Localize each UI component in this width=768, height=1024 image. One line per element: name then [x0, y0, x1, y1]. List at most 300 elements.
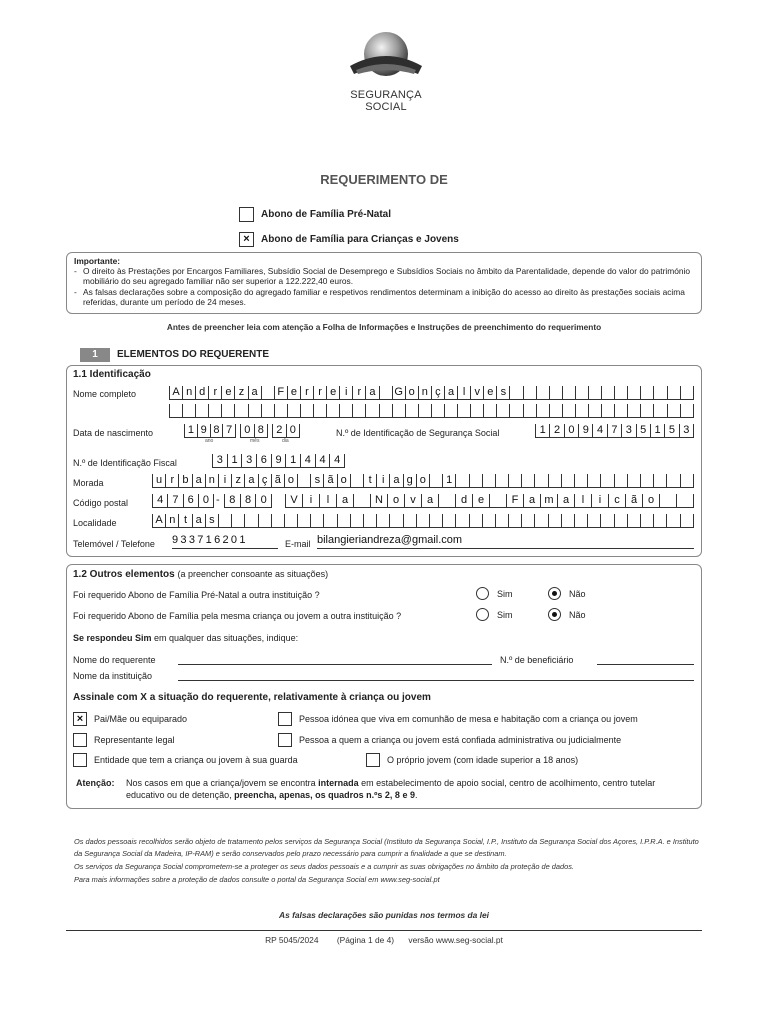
char-cell: a — [193, 514, 206, 527]
char-cell — [615, 474, 628, 487]
char-cell — [380, 404, 393, 417]
char-cell — [393, 404, 406, 417]
if-yes-instruction: Se respondeu Sim em qualquer das situações, indique: — [73, 633, 299, 643]
char-cell: a — [193, 474, 206, 487]
char-cell — [470, 474, 483, 487]
niss-label: N.º de Identificação de Segurança Social — [336, 428, 500, 438]
char-cell — [654, 404, 667, 417]
char-cell — [443, 514, 456, 527]
char-cell — [183, 404, 196, 417]
char-cell — [549, 514, 562, 527]
radio-label: Sim — [497, 609, 513, 620]
day-hint: dia — [282, 438, 289, 444]
char-cell — [510, 404, 523, 417]
char-cell: n — [419, 386, 432, 399]
char-cell — [575, 514, 588, 527]
char-cell: a — [390, 474, 403, 487]
char-cell: A — [152, 514, 166, 527]
char-cell — [641, 386, 654, 399]
footer-divider — [66, 930, 702, 931]
char-cell: c — [609, 494, 626, 507]
attention-label: Atenção: — [76, 778, 115, 788]
situation-suitable-person[interactable] — [278, 712, 638, 726]
form-reference: RP 5045/2024 — [265, 935, 319, 945]
char-cell — [681, 404, 694, 417]
radio-selected-dot — [552, 591, 557, 596]
other-elements-panel — [66, 564, 702, 809]
other-elements-heading — [73, 569, 328, 580]
situation-entity[interactable] — [73, 753, 298, 767]
address-label: Morada — [73, 478, 104, 488]
char-cell — [601, 474, 614, 487]
char-cell: r — [353, 386, 366, 399]
char-cell — [259, 514, 272, 527]
char-cell — [298, 474, 311, 487]
char-cell: 3 — [622, 424, 636, 437]
char-cell: 1 — [184, 424, 198, 437]
requester-name-label: Nome do requerente — [73, 655, 156, 665]
radio-label: Não — [569, 609, 586, 620]
checkbox-parent[interactable]: × — [73, 712, 87, 726]
char-cell: l — [575, 494, 592, 507]
question-prenatal: Foi requerido Abono de Família Pré-Natal a outra instituição ? — [73, 590, 320, 600]
char-cell — [458, 404, 471, 417]
char-cell — [562, 514, 575, 527]
char-cell — [490, 494, 507, 507]
checkbox-prenatal[interactable] — [239, 207, 254, 222]
radio-q2-yes[interactable] — [476, 608, 513, 621]
situation-entrusted-person[interactable] — [278, 733, 621, 747]
char-cell: o — [406, 386, 419, 399]
char-cell: a — [249, 386, 262, 399]
char-cell — [366, 404, 379, 417]
birth-year-field[interactable] — [184, 424, 236, 438]
char-cell — [340, 404, 353, 417]
char-cell — [351, 474, 364, 487]
char-cell: 1 — [535, 424, 550, 437]
char-cell — [338, 514, 351, 527]
char-cell: ã — [626, 494, 643, 507]
char-cell — [641, 474, 654, 487]
char-cell: N — [371, 494, 388, 507]
char-cell — [522, 514, 535, 527]
char-cell: 7 — [168, 494, 183, 507]
char-cell: 8 — [241, 494, 257, 507]
checkbox-own-youth[interactable] — [366, 753, 380, 767]
char-cell — [589, 404, 602, 417]
char-cell: s — [311, 474, 324, 487]
char-cell — [668, 386, 681, 399]
char-cell: A — [169, 386, 183, 399]
char-cell — [483, 514, 496, 527]
birth-date-label: Data de nascimento — [73, 428, 154, 438]
char-cell: i — [303, 494, 320, 507]
char-cell: 4 — [152, 494, 168, 507]
char-cell — [430, 474, 443, 487]
char-cell: v — [405, 494, 422, 507]
char-cell — [417, 514, 430, 527]
radio-selected-dot — [552, 612, 557, 617]
char-cell — [524, 404, 537, 417]
char-cell: 7 — [608, 424, 622, 437]
char-cell — [588, 514, 601, 527]
birth-month-field[interactable] — [240, 424, 268, 438]
char-cell — [522, 474, 535, 487]
char-cell — [576, 404, 589, 417]
situation-label: Entidade que tem a criança ou jovem à sua guarda — [94, 755, 298, 765]
radio-q1-no[interactable] — [548, 587, 586, 600]
checkbox-entity[interactable] — [73, 753, 87, 767]
footer-reference — [0, 935, 768, 945]
char-cell — [615, 514, 628, 527]
situation-legal-representative[interactable] — [73, 733, 175, 747]
char-cell — [430, 514, 443, 527]
char-cell — [641, 404, 654, 417]
char-cell — [432, 404, 445, 417]
char-cell — [681, 514, 694, 527]
char-cell — [660, 494, 677, 507]
char-cell — [314, 404, 327, 417]
phone-field[interactable]: 933716201 — [172, 534, 278, 549]
char-cell: 7 — [223, 424, 236, 437]
birth-day-field[interactable] — [272, 424, 300, 438]
char-cell — [484, 404, 497, 417]
char-cell: u — [152, 474, 166, 487]
attention-note — [76, 777, 696, 801]
radio-q2-no[interactable] — [548, 608, 586, 621]
char-cell: g — [404, 474, 417, 487]
char-cell — [219, 514, 232, 527]
char-cell — [535, 514, 548, 527]
char-cell: 5 — [637, 424, 651, 437]
char-cell — [390, 514, 403, 527]
char-cell — [222, 404, 235, 417]
char-cell — [628, 404, 641, 417]
char-cell — [196, 404, 209, 417]
char-cell: s — [497, 386, 510, 399]
char-cell: r — [166, 474, 179, 487]
char-cell — [324, 514, 337, 527]
char-cell: e — [484, 386, 497, 399]
char-cell: 8 — [211, 424, 224, 437]
char-cell — [354, 494, 371, 507]
full-name-field-line2[interactable] — [169, 404, 694, 418]
char-cell: a — [445, 386, 458, 399]
radio-button[interactable] — [548, 587, 561, 600]
char-cell: a — [422, 494, 439, 507]
char-cell — [562, 474, 575, 487]
char-cell: 0 — [565, 424, 579, 437]
char-cell: z — [235, 386, 248, 399]
char-cell — [311, 514, 324, 527]
char-cell: ç — [432, 386, 445, 399]
char-cell — [406, 404, 419, 417]
postal-code-part2-field[interactable] — [224, 494, 272, 508]
nif-field[interactable] — [212, 454, 345, 468]
char-cell: t — [364, 474, 377, 487]
char-cell — [272, 514, 285, 527]
char-cell: 5 — [665, 424, 679, 437]
char-cell: 4 — [330, 454, 345, 467]
char-cell — [550, 386, 563, 399]
char-cell — [509, 514, 522, 527]
char-cell: 1 — [228, 454, 243, 467]
niss-field[interactable] — [535, 424, 694, 438]
char-cell — [615, 386, 628, 399]
char-cell: V — [285, 494, 303, 507]
version-info: versão www.seg-social.pt — [408, 935, 503, 945]
char-cell — [404, 514, 417, 527]
name-label: Nome completo — [73, 389, 137, 399]
institution-name-label: Nome da instituição — [73, 671, 153, 681]
char-cell — [654, 474, 667, 487]
char-cell — [298, 514, 311, 527]
char-cell: 4 — [593, 424, 607, 437]
full-name-field-line1[interactable] — [169, 386, 694, 400]
page-title: REQUERIMENTO DE — [320, 172, 448, 187]
beneficiary-number-field[interactable] — [597, 652, 694, 665]
question-same-child: Foi requerido Abono de Família pela mesma criança ou jovem a outra instituição ? — [73, 611, 402, 621]
char-cell — [456, 514, 469, 527]
char-cell — [380, 386, 393, 399]
char-cell: 1 — [286, 454, 301, 467]
char-cell: 3 — [242, 454, 257, 467]
char-cell: l — [320, 494, 337, 507]
char-cell: o — [388, 494, 405, 507]
locality-label: Localidade — [73, 518, 117, 528]
char-cell: s — [206, 514, 219, 527]
situation-label: Pessoa idónea que viva em comunhão de mesa e habitação com a criança ou jovem — [299, 714, 638, 724]
char-cell — [275, 404, 288, 417]
char-cell: ã — [272, 474, 285, 487]
char-cell — [654, 386, 667, 399]
important-item: - O direito às Prestações por Encargos Familiares, Subsídio Social de Desemprego e Subsídios Sociais no âmbito da Parentalidade, depende do valor do património mobiliário do seu agregado familiar não ser superior a 122.222,40 euros. — [74, 266, 691, 287]
char-cell: v — [471, 386, 484, 399]
option-prenatal-label: Abono de Família Pré-Natal — [261, 209, 392, 220]
checkbox-legal-representative[interactable] — [73, 733, 87, 747]
option-children-youth-label: Abono de Família para Crianças e Jovens — [261, 234, 459, 245]
char-cell: e — [327, 386, 340, 399]
char-cell — [575, 474, 588, 487]
char-cell: l — [458, 386, 471, 399]
char-cell: t — [179, 514, 192, 527]
char-cell — [169, 404, 183, 417]
char-cell: 9 — [272, 454, 287, 467]
char-cell — [377, 514, 390, 527]
char-cell — [524, 386, 537, 399]
char-cell: n — [206, 474, 219, 487]
data-protection-info: Para mais informações sobre a proteção de dados consulte o portal da Segurança Social em www.seg-social.pt — [74, 875, 440, 884]
char-cell: m — [541, 494, 558, 507]
char-cell — [602, 386, 615, 399]
char-cell — [471, 404, 484, 417]
important-item: - As falsas declarações sobre a composição do agregado familiar e respetivos rendimentos determinam a inibição do acesso ao direito às prestações sociais acima referidas, durante um período de 24 meses. — [74, 286, 685, 307]
char-cell — [262, 404, 275, 417]
char-cell — [677, 494, 694, 507]
char-cell — [483, 474, 496, 487]
char-cell — [550, 404, 563, 417]
char-cell — [563, 386, 576, 399]
char-cell: i — [219, 474, 232, 487]
char-cell — [288, 404, 301, 417]
char-cell: 4 — [316, 454, 331, 467]
char-cell: d — [196, 386, 209, 399]
address-field[interactable] — [152, 474, 694, 488]
char-cell — [353, 404, 366, 417]
char-cell: 6 — [184, 494, 199, 507]
char-cell: 9 — [579, 424, 593, 437]
email-label: E-mail — [285, 539, 311, 549]
char-cell — [496, 474, 509, 487]
char-cell — [285, 514, 298, 527]
char-cell: 8 — [255, 424, 269, 437]
char-cell: 4 — [301, 454, 316, 467]
char-cell: 6 — [257, 454, 272, 467]
identification-title: 1.1 Identificação — [73, 369, 151, 380]
char-cell: n — [183, 386, 196, 399]
char-cell — [249, 404, 262, 417]
char-cell — [535, 474, 548, 487]
postal-code-part1-field[interactable] — [152, 494, 214, 508]
checkbox-suitable-person[interactable] — [278, 712, 292, 726]
char-cell — [641, 514, 654, 527]
phone-label: Telemóvel / Telefone — [73, 539, 155, 549]
char-cell: n — [166, 514, 179, 527]
email-field[interactable]: bilangieriandreza@gmail.com — [317, 534, 694, 549]
postal-separator: - — [216, 494, 220, 506]
char-cell: o — [417, 474, 430, 487]
page-indicator: (Página 1 de 4) — [336, 935, 395, 945]
char-cell: G — [393, 386, 406, 399]
situation-label: Representante legal — [94, 735, 175, 745]
char-cell: z — [232, 474, 245, 487]
char-cell: 0 — [240, 424, 255, 437]
radio-button[interactable] — [476, 587, 489, 600]
char-cell — [235, 404, 248, 417]
data-protection-commitment: Os serviços da Segurança Social comprometem-se a proteger os seus dados pessoais e a cumprir as suas obrigações no âmbito da proteção de dados. — [74, 862, 574, 871]
char-cell — [628, 514, 641, 527]
char-cell: 1 — [651, 424, 665, 437]
checkbox-children-youth[interactable]: × — [239, 232, 254, 247]
logo-emblem-icon — [346, 30, 426, 88]
char-cell — [563, 404, 576, 417]
char-cell: 3 — [212, 454, 228, 467]
char-cell: 9 — [198, 424, 211, 437]
char-cell: i — [377, 474, 390, 487]
char-cell: 0 — [256, 494, 272, 507]
char-cell — [364, 514, 377, 527]
situation-parent[interactable] — [73, 712, 187, 726]
char-cell: r — [314, 386, 327, 399]
char-cell — [601, 514, 614, 527]
checkbox-entrusted-person[interactable] — [278, 733, 292, 747]
char-cell — [497, 404, 510, 417]
situation-label: O próprio jovem (com idade superior a 18 anos) — [387, 755, 579, 765]
char-cell: e — [222, 386, 235, 399]
char-cell: a — [337, 494, 354, 507]
situation-title: Assinale com X a situação do requerente, relativamente à criança ou jovem — [73, 692, 431, 703]
false-declaration-warning: As falsas declarações são punidas nos termos da lei — [279, 910, 489, 920]
char-cell: ã — [324, 474, 337, 487]
char-cell — [681, 474, 694, 487]
char-cell — [537, 386, 550, 399]
char-cell — [509, 474, 522, 487]
char-cell — [628, 474, 641, 487]
char-cell — [351, 514, 364, 527]
situation-label: Pessoa a quem a criança ou jovem está confiada administrativa ou judicialmente — [299, 735, 622, 745]
char-cell: 2 — [272, 424, 287, 437]
radio-button[interactable] — [476, 608, 489, 621]
char-cell: a — [245, 474, 258, 487]
section-number: 1 — [80, 348, 110, 362]
char-cell: e — [288, 386, 301, 399]
char-cell — [654, 514, 667, 527]
year-hint: ano — [205, 438, 214, 444]
char-cell — [245, 514, 258, 527]
logo-text: SEGURANÇA SOCIAL — [350, 89, 422, 113]
requester-name-field[interactable] — [178, 652, 492, 665]
char-cell: a — [558, 494, 575, 507]
preface-instruction: Antes de preencher leia com atenção a Folha de Informações e Instruções de preenchimento do requerimento — [166, 322, 602, 332]
char-cell — [549, 474, 562, 487]
institution-name-field[interactable] — [178, 668, 694, 681]
char-cell — [589, 386, 602, 399]
char-cell: i — [340, 386, 353, 399]
char-cell — [496, 514, 509, 527]
char-cell: 3 — [680, 424, 694, 437]
radio-button[interactable] — [548, 608, 561, 621]
char-cell — [681, 386, 694, 399]
month-hint: mês — [250, 438, 260, 444]
char-cell: F — [275, 386, 288, 399]
char-cell — [602, 404, 615, 417]
char-cell — [667, 514, 680, 527]
attention-text: Nos casos em que a criança/jovem se encontra internada em estabelecimento de apoio social, centro de acolhimento, centro tutelar educativo ou de detenção, preencha, apenas, os quadros n.ºs 2, 8 e 9. — [126, 778, 656, 800]
char-cell: 2 — [550, 424, 564, 437]
char-cell: a — [366, 386, 379, 399]
char-cell: r — [209, 386, 222, 399]
option-prenatal[interactable] — [239, 207, 391, 222]
char-cell: r — [301, 386, 314, 399]
char-cell: o — [643, 494, 660, 507]
char-cell — [588, 474, 601, 487]
char-cell — [510, 386, 523, 399]
beneficiary-number-label: N.º de beneficiário — [500, 655, 574, 665]
situation-label: Pai/Mãe ou equiparado — [94, 714, 188, 724]
situation-own-youth[interactable] — [366, 753, 578, 767]
locality-field[interactable] — [152, 514, 694, 528]
radio-label: Não — [569, 588, 586, 599]
char-cell — [667, 474, 680, 487]
postal-city-field[interactable] — [285, 494, 694, 508]
char-cell: i — [592, 494, 609, 507]
char-cell — [576, 386, 589, 399]
radio-label: Sim — [497, 588, 513, 599]
char-cell — [615, 404, 628, 417]
char-cell — [628, 386, 641, 399]
char-cell — [668, 404, 681, 417]
char-cell: 8 — [224, 494, 241, 507]
option-children-youth[interactable] — [239, 232, 459, 247]
nif-label: N.º de Identificação Fiscal — [73, 458, 177, 468]
radio-q1-yes[interactable] — [476, 587, 513, 600]
char-cell: e — [473, 494, 490, 507]
seguranca-social-logo — [330, 30, 442, 113]
char-cell — [470, 514, 483, 527]
postal-code-label: Código postal — [73, 498, 129, 508]
char-cell — [439, 494, 456, 507]
char-cell — [419, 404, 432, 417]
